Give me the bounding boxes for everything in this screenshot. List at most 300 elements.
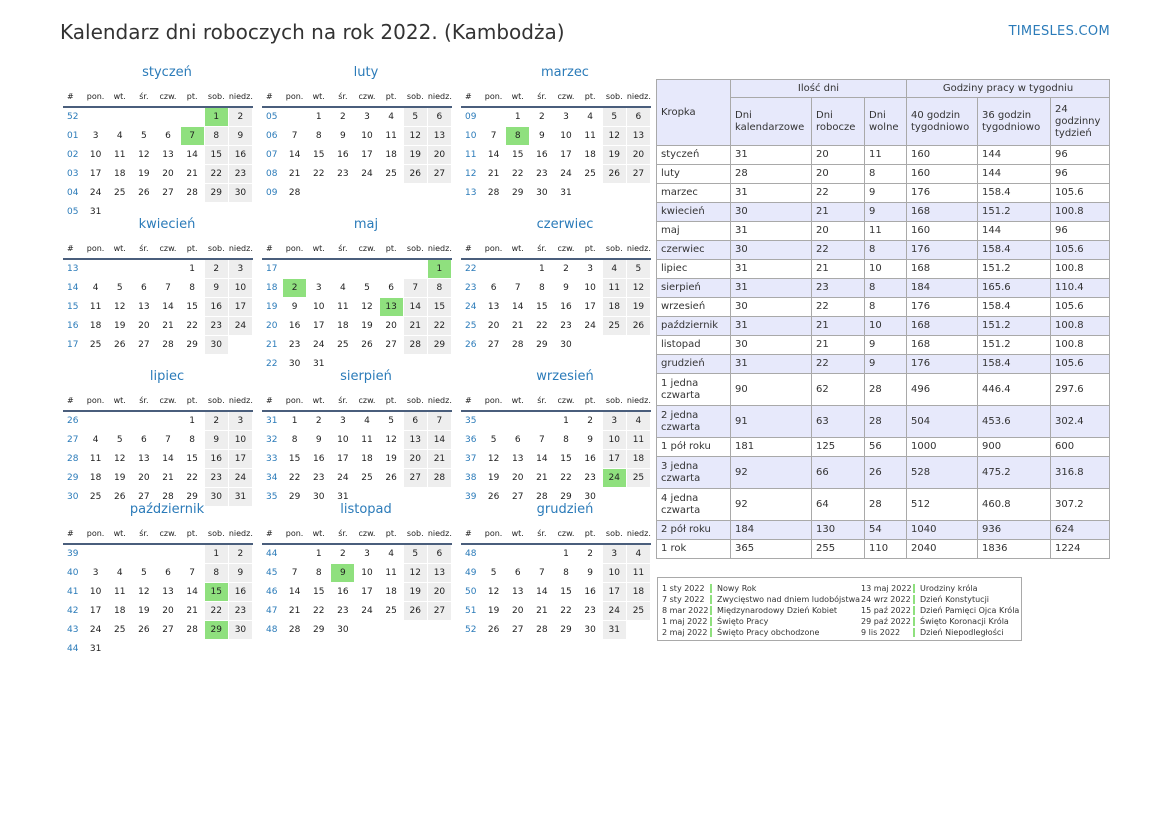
month-table bbox=[63, 524, 253, 659]
weekday-header: czw. bbox=[554, 525, 578, 545]
day-cell: 26 bbox=[379, 469, 403, 488]
day-cell: 17 bbox=[228, 298, 252, 317]
week-row bbox=[64, 621, 253, 640]
day-cell: 23 bbox=[283, 336, 307, 355]
legend-column bbox=[861, 583, 1021, 638]
week-row bbox=[64, 450, 253, 469]
day-cell: 5 bbox=[132, 564, 156, 583]
day-cell: 10 bbox=[602, 564, 626, 583]
day-cell: 26 bbox=[403, 602, 427, 621]
weekday-header: śr. bbox=[331, 525, 355, 545]
day-cell: 1 bbox=[554, 544, 578, 564]
day-cell: 24 bbox=[307, 336, 331, 355]
weekday-header: czw. bbox=[554, 240, 578, 260]
day-cell: 8 bbox=[427, 279, 451, 298]
day-cell bbox=[156, 259, 180, 279]
day-cell: 9 bbox=[578, 564, 602, 583]
day-cell bbox=[228, 640, 252, 659]
week-number: 44 bbox=[263, 544, 283, 564]
day-cell: 27 bbox=[626, 165, 650, 184]
day-cell: 29 bbox=[180, 336, 204, 355]
day-cell: 28 bbox=[156, 488, 180, 507]
week-row bbox=[64, 127, 253, 146]
stat-value: 9 bbox=[865, 355, 907, 374]
day-cell: 12 bbox=[355, 298, 379, 317]
day-cell: 16 bbox=[283, 317, 307, 336]
day-cell bbox=[355, 184, 379, 203]
stat-value: 31 bbox=[731, 355, 812, 374]
day-cell: 27 bbox=[427, 602, 451, 621]
stat-value: 110 bbox=[865, 540, 907, 559]
day-cell: 23 bbox=[578, 602, 602, 621]
week-row bbox=[462, 317, 651, 336]
stat-value: 1224 bbox=[1051, 540, 1110, 559]
weekday-header: wt. bbox=[108, 88, 132, 108]
week-number: 20 bbox=[263, 317, 283, 336]
day-cell bbox=[156, 544, 180, 564]
day-cell: 13 bbox=[156, 146, 180, 165]
month-title: sierpień bbox=[340, 369, 392, 384]
week-row bbox=[64, 583, 253, 602]
day-cell: 11 bbox=[84, 450, 108, 469]
month-table bbox=[262, 87, 452, 203]
day-cell bbox=[482, 411, 506, 431]
day-cell: 20 bbox=[626, 146, 650, 165]
day-cell: 20 bbox=[132, 317, 156, 336]
day-cell: 8 bbox=[204, 564, 228, 583]
month-table bbox=[262, 391, 452, 507]
day-cell: 18 bbox=[108, 165, 132, 184]
day-cell: 15 bbox=[180, 450, 204, 469]
day-cell: 2 bbox=[331, 107, 355, 127]
day-cell: 15 bbox=[204, 583, 228, 602]
weekday-header-row bbox=[64, 88, 253, 108]
day-cell bbox=[506, 411, 530, 431]
day-cell: 3 bbox=[84, 127, 108, 146]
period-label: wrzesień bbox=[657, 298, 731, 317]
day-cell bbox=[108, 544, 132, 564]
day-cell: 16 bbox=[204, 450, 228, 469]
day-cell: 2 bbox=[530, 107, 554, 127]
day-cell bbox=[530, 544, 554, 564]
weekday-header: wt. bbox=[506, 525, 530, 545]
week-row bbox=[263, 279, 452, 298]
day-cell: 10 bbox=[228, 431, 252, 450]
day-cell: 12 bbox=[132, 146, 156, 165]
day-cell: 19 bbox=[132, 165, 156, 184]
period-label: 4 jedna czwarta bbox=[657, 489, 731, 521]
weekday-header: czw. bbox=[156, 88, 180, 108]
day-cell: 21 bbox=[180, 602, 204, 621]
day-cell: 13 bbox=[403, 431, 427, 450]
day-cell: 22 bbox=[204, 602, 228, 621]
stat-value: 1040 bbox=[907, 521, 978, 540]
day-cell: 7 bbox=[156, 431, 180, 450]
day-cell: 28 bbox=[427, 469, 451, 488]
week-row bbox=[263, 450, 452, 469]
week-row bbox=[64, 431, 253, 450]
weekday-header: sob. bbox=[204, 392, 228, 412]
weekday-header: pon. bbox=[283, 525, 307, 545]
day-cell: 6 bbox=[132, 431, 156, 450]
day-cell: 22 bbox=[204, 165, 228, 184]
week-row bbox=[64, 336, 253, 355]
week-row bbox=[263, 621, 452, 640]
stat-value: 100.8 bbox=[1051, 260, 1110, 279]
day-cell: 30 bbox=[228, 184, 252, 203]
day-cell: 9 bbox=[578, 431, 602, 450]
weekday-header: pon. bbox=[482, 525, 506, 545]
day-cell: 18 bbox=[626, 450, 650, 469]
month-table bbox=[63, 239, 253, 355]
day-cell: 6 bbox=[506, 564, 530, 583]
day-cell: 7 bbox=[180, 564, 204, 583]
holiday-name: Nowy Rok bbox=[717, 584, 757, 593]
day-cell: 7 bbox=[180, 127, 204, 146]
week-number: 34 bbox=[263, 469, 283, 488]
weekday-header: pt. bbox=[379, 240, 403, 260]
stat-value: 11 bbox=[865, 222, 907, 241]
stat-value: 181 bbox=[731, 438, 812, 457]
day-cell: 25 bbox=[602, 317, 626, 336]
stat-value: 176 bbox=[907, 241, 978, 260]
day-cell: 2 bbox=[307, 411, 331, 431]
day-cell: 28 bbox=[180, 621, 204, 640]
day-cell: 24 bbox=[355, 602, 379, 621]
hours-group-header: Godziny pracy w tygodniu bbox=[907, 80, 1110, 98]
month-title: kwiecień bbox=[138, 217, 196, 232]
day-cell: 9 bbox=[331, 564, 355, 583]
weekday-header: niedz. bbox=[228, 88, 252, 108]
stat-value: 165.6 bbox=[978, 279, 1051, 298]
stat-value: 600 bbox=[1051, 438, 1110, 457]
day-cell: 1 bbox=[427, 259, 451, 279]
weekday-header: niedz. bbox=[427, 392, 451, 412]
stat-value: 56 bbox=[865, 438, 907, 457]
period-label: 1 rok bbox=[657, 540, 731, 559]
day-cell: 10 bbox=[602, 431, 626, 450]
day-cell bbox=[156, 107, 180, 127]
day-cell: 3 bbox=[228, 259, 252, 279]
stat-value: 302.4 bbox=[1051, 406, 1110, 438]
period-label: lipiec bbox=[657, 260, 731, 279]
day-cell bbox=[482, 544, 506, 564]
day-cell bbox=[108, 640, 132, 659]
holiday-date: 1 maj 2022 bbox=[662, 617, 708, 626]
stats-row bbox=[657, 317, 1110, 336]
day-cell bbox=[379, 259, 403, 279]
day-cell: 13 bbox=[132, 450, 156, 469]
stat-value: 900 bbox=[978, 438, 1051, 457]
week-row bbox=[462, 184, 651, 203]
weekday-header: sob. bbox=[204, 525, 228, 545]
day-cell: 13 bbox=[482, 298, 506, 317]
week-number: 17 bbox=[64, 336, 84, 355]
holiday-color-marker bbox=[710, 606, 712, 615]
stat-value: 31 bbox=[731, 146, 812, 165]
day-cell: 22 bbox=[307, 602, 331, 621]
day-cell: 16 bbox=[578, 450, 602, 469]
week-row bbox=[462, 259, 651, 279]
day-cell: 22 bbox=[180, 469, 204, 488]
week-row bbox=[263, 602, 452, 621]
holiday-color-marker bbox=[710, 628, 712, 637]
period-label: październik bbox=[657, 317, 731, 336]
period-label: sierpień bbox=[657, 279, 731, 298]
day-cell: 28 bbox=[506, 336, 530, 355]
stat-value: 64 bbox=[812, 489, 865, 521]
day-cell: 1 bbox=[554, 411, 578, 431]
week-number: 26 bbox=[64, 411, 84, 431]
week-number: 47 bbox=[263, 602, 283, 621]
weekday-header: # bbox=[64, 392, 84, 412]
week-number: 19 bbox=[263, 298, 283, 317]
day-cell bbox=[156, 640, 180, 659]
day-cell: 5 bbox=[626, 259, 650, 279]
day-cell: 18 bbox=[84, 469, 108, 488]
col-work-days-header: Dni robocze bbox=[812, 98, 865, 146]
week-number: 25 bbox=[462, 317, 482, 336]
day-cell: 19 bbox=[108, 469, 132, 488]
week-number: 24 bbox=[462, 298, 482, 317]
stat-value: 62 bbox=[812, 374, 865, 406]
day-cell: 21 bbox=[180, 165, 204, 184]
stat-value: 168 bbox=[907, 260, 978, 279]
day-cell: 25 bbox=[331, 336, 355, 355]
stat-value: 90 bbox=[731, 374, 812, 406]
day-cell: 28 bbox=[403, 336, 427, 355]
day-cell bbox=[108, 259, 132, 279]
day-cell: 26 bbox=[132, 621, 156, 640]
day-cell bbox=[403, 184, 427, 203]
stat-value: 22 bbox=[812, 241, 865, 260]
day-cell: 6 bbox=[403, 411, 427, 431]
weekday-header: czw. bbox=[554, 88, 578, 108]
stat-value: 96 bbox=[1051, 222, 1110, 241]
stat-value: 105.6 bbox=[1051, 298, 1110, 317]
stat-value: 158.4 bbox=[978, 241, 1051, 260]
day-cell: 11 bbox=[84, 298, 108, 317]
weekday-header: sob. bbox=[602, 392, 626, 412]
day-cell: 2 bbox=[578, 544, 602, 564]
stat-value: 8 bbox=[865, 298, 907, 317]
day-cell: 31 bbox=[228, 488, 252, 507]
day-cell: 11 bbox=[626, 431, 650, 450]
week-number: 28 bbox=[64, 450, 84, 469]
week-number: 07 bbox=[263, 146, 283, 165]
stat-value: 22 bbox=[812, 355, 865, 374]
month-title: lipiec bbox=[149, 369, 185, 384]
day-cell: 6 bbox=[427, 544, 451, 564]
day-cell: 10 bbox=[84, 583, 108, 602]
brand-link[interactable]: TIMESLES.COM bbox=[1008, 24, 1110, 39]
week-row bbox=[263, 259, 452, 279]
weekday-header-row bbox=[263, 240, 452, 260]
day-cell: 25 bbox=[84, 336, 108, 355]
week-row bbox=[64, 259, 253, 279]
holiday-date: 7 sty 2022 bbox=[662, 595, 705, 604]
day-cell: 2 bbox=[283, 279, 307, 298]
stats-row bbox=[657, 438, 1110, 457]
day-cell: 1 bbox=[283, 411, 307, 431]
day-cell: 14 bbox=[427, 431, 451, 450]
page-title: Kalendarz dni roboczych na rok 2022. (Kambodża) bbox=[60, 20, 565, 44]
week-number: 45 bbox=[263, 564, 283, 583]
day-cell: 18 bbox=[379, 583, 403, 602]
week-row bbox=[64, 298, 253, 317]
stat-value: 176 bbox=[907, 184, 978, 203]
day-cell: 12 bbox=[602, 127, 626, 146]
month-title: październik bbox=[129, 502, 205, 517]
day-cell: 30 bbox=[530, 184, 554, 203]
week-number: 03 bbox=[64, 165, 84, 184]
weekday-header: pt. bbox=[379, 392, 403, 412]
weekday-header: wt. bbox=[108, 240, 132, 260]
day-cell: 8 bbox=[204, 127, 228, 146]
stat-value: 297.6 bbox=[1051, 374, 1110, 406]
day-cell: 10 bbox=[554, 127, 578, 146]
stat-value: 158.4 bbox=[978, 184, 1051, 203]
month-calendar bbox=[461, 367, 651, 507]
holiday-name: Święto Koronacji Króla bbox=[920, 617, 1009, 626]
day-cell: 12 bbox=[108, 298, 132, 317]
stat-value: 475.2 bbox=[978, 457, 1051, 489]
week-row bbox=[462, 621, 651, 640]
day-cell: 30 bbox=[204, 336, 228, 355]
day-cell: 3 bbox=[84, 564, 108, 583]
day-cell: 21 bbox=[156, 469, 180, 488]
day-cell: 20 bbox=[132, 469, 156, 488]
stat-value: 160 bbox=[907, 165, 978, 184]
stat-value: 30 bbox=[731, 203, 812, 222]
day-cell: 6 bbox=[427, 107, 451, 127]
day-cell: 12 bbox=[403, 127, 427, 146]
legend-item bbox=[861, 583, 1021, 594]
day-cell: 6 bbox=[506, 431, 530, 450]
stat-value: 8 bbox=[865, 241, 907, 260]
weekday-header: niedz. bbox=[228, 392, 252, 412]
day-cell: 24 bbox=[331, 469, 355, 488]
stat-value: 144 bbox=[978, 165, 1051, 184]
month-title: marzec bbox=[541, 65, 589, 80]
week-number: 13 bbox=[462, 184, 482, 203]
stat-value: 22 bbox=[812, 298, 865, 317]
weekday-header: niedz. bbox=[427, 240, 451, 260]
stat-value: 168 bbox=[907, 203, 978, 222]
stats-row bbox=[657, 336, 1110, 355]
week-row bbox=[263, 317, 452, 336]
week-number: 39 bbox=[64, 544, 84, 564]
week-number: 04 bbox=[64, 184, 84, 203]
week-number: 49 bbox=[462, 564, 482, 583]
day-cell: 8 bbox=[554, 564, 578, 583]
weekday-header-row bbox=[64, 240, 253, 260]
period-label: kwiecień bbox=[657, 203, 731, 222]
stat-value: 9 bbox=[865, 203, 907, 222]
weekday-header: niedz. bbox=[626, 525, 650, 545]
day-cell: 31 bbox=[307, 355, 331, 374]
stats-row bbox=[657, 457, 1110, 489]
week-number: 21 bbox=[263, 336, 283, 355]
day-cell: 22 bbox=[554, 602, 578, 621]
day-cell: 10 bbox=[355, 127, 379, 146]
day-cell: 5 bbox=[132, 127, 156, 146]
stat-value: 31 bbox=[731, 222, 812, 241]
day-cell: 17 bbox=[331, 450, 355, 469]
day-cell: 27 bbox=[379, 336, 403, 355]
stat-value: 151.2 bbox=[978, 203, 1051, 222]
stat-value: 30 bbox=[731, 241, 812, 260]
day-cell: 25 bbox=[626, 602, 650, 621]
day-cell: 11 bbox=[108, 146, 132, 165]
week-number: 16 bbox=[64, 317, 84, 336]
day-cell: 7 bbox=[482, 127, 506, 146]
day-cell bbox=[506, 259, 530, 279]
stats-row bbox=[657, 489, 1110, 521]
weekday-header: śr. bbox=[530, 525, 554, 545]
month-table bbox=[63, 87, 253, 222]
day-cell: 31 bbox=[554, 184, 578, 203]
day-cell: 4 bbox=[108, 564, 132, 583]
week-row bbox=[64, 279, 253, 298]
weekday-header: wt. bbox=[307, 392, 331, 412]
stat-value: 446.4 bbox=[978, 374, 1051, 406]
stat-value: 144 bbox=[978, 146, 1051, 165]
day-cell: 12 bbox=[482, 450, 506, 469]
stat-value: 105.6 bbox=[1051, 355, 1110, 374]
day-cell: 29 bbox=[554, 621, 578, 640]
stat-value: 453.6 bbox=[978, 406, 1051, 438]
week-number: 46 bbox=[263, 583, 283, 602]
holiday-color-marker bbox=[913, 584, 915, 593]
day-cell: 12 bbox=[482, 583, 506, 602]
month-table bbox=[461, 87, 651, 203]
week-row bbox=[64, 602, 253, 621]
week-row bbox=[462, 165, 651, 184]
day-cell bbox=[283, 107, 307, 127]
day-cell: 21 bbox=[506, 317, 530, 336]
day-cell: 25 bbox=[626, 469, 650, 488]
day-cell: 15 bbox=[204, 146, 228, 165]
day-cell: 26 bbox=[626, 317, 650, 336]
day-cell bbox=[403, 259, 427, 279]
week-number: 43 bbox=[64, 621, 84, 640]
day-cell: 5 bbox=[108, 431, 132, 450]
week-number: 52 bbox=[64, 107, 84, 127]
weekday-header: śr. bbox=[331, 392, 355, 412]
period-label: 2 pół roku bbox=[657, 521, 731, 540]
week-number: 39 bbox=[462, 488, 482, 507]
day-cell: 15 bbox=[307, 583, 331, 602]
day-cell: 30 bbox=[283, 355, 307, 374]
stat-value: 176 bbox=[907, 355, 978, 374]
stats-row bbox=[657, 203, 1110, 222]
day-cell: 1 bbox=[307, 107, 331, 127]
period-label: luty bbox=[657, 165, 731, 184]
stats-row bbox=[657, 406, 1110, 438]
stat-value: 21 bbox=[812, 336, 865, 355]
legend-item bbox=[662, 605, 862, 616]
day-cell bbox=[156, 411, 180, 431]
col-36h-header: 36 godzin tygodniowo bbox=[978, 98, 1051, 146]
day-cell: 4 bbox=[331, 279, 355, 298]
stat-value: 151.2 bbox=[978, 317, 1051, 336]
day-cell: 27 bbox=[403, 469, 427, 488]
day-cell: 23 bbox=[331, 602, 355, 621]
day-cell: 11 bbox=[331, 298, 355, 317]
week-number: 17 bbox=[263, 259, 283, 279]
weekday-header: pon. bbox=[482, 240, 506, 260]
